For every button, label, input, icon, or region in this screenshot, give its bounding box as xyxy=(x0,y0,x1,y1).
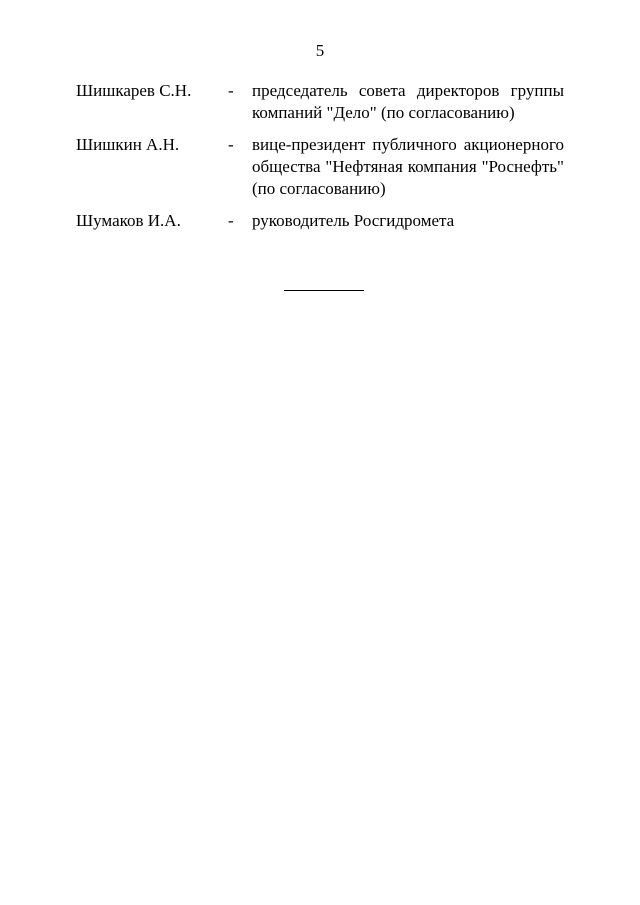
position-line: председатель совета директоров группы xyxy=(252,81,564,100)
member-position xyxy=(252,134,564,200)
dash-separator: - xyxy=(228,135,234,154)
list-item xyxy=(76,134,564,200)
member-name: Шишкарев С.Н. xyxy=(76,81,192,100)
position-line: компаний "Дело" (по согласованию) xyxy=(252,103,515,122)
position-line: общества "Нефтяная компания "Роснефть" xyxy=(252,157,564,176)
position-line: (по согласованию) xyxy=(252,179,386,198)
member-name: Шумаков И.А. xyxy=(76,211,181,230)
member-position xyxy=(252,80,564,124)
list-item xyxy=(76,80,564,124)
dash-separator: - xyxy=(228,81,234,100)
list-item xyxy=(76,210,564,232)
dash-separator: - xyxy=(228,211,234,230)
page-number: 5 xyxy=(315,41,325,60)
member-name: Шишкин А.Н. xyxy=(76,135,180,154)
position-line: вице-президент публичного акционерного xyxy=(252,135,564,154)
position-line: руководитель Росгидромета xyxy=(252,211,455,230)
closing-rule xyxy=(284,290,364,291)
member-position xyxy=(252,210,564,232)
member-list xyxy=(76,80,564,242)
